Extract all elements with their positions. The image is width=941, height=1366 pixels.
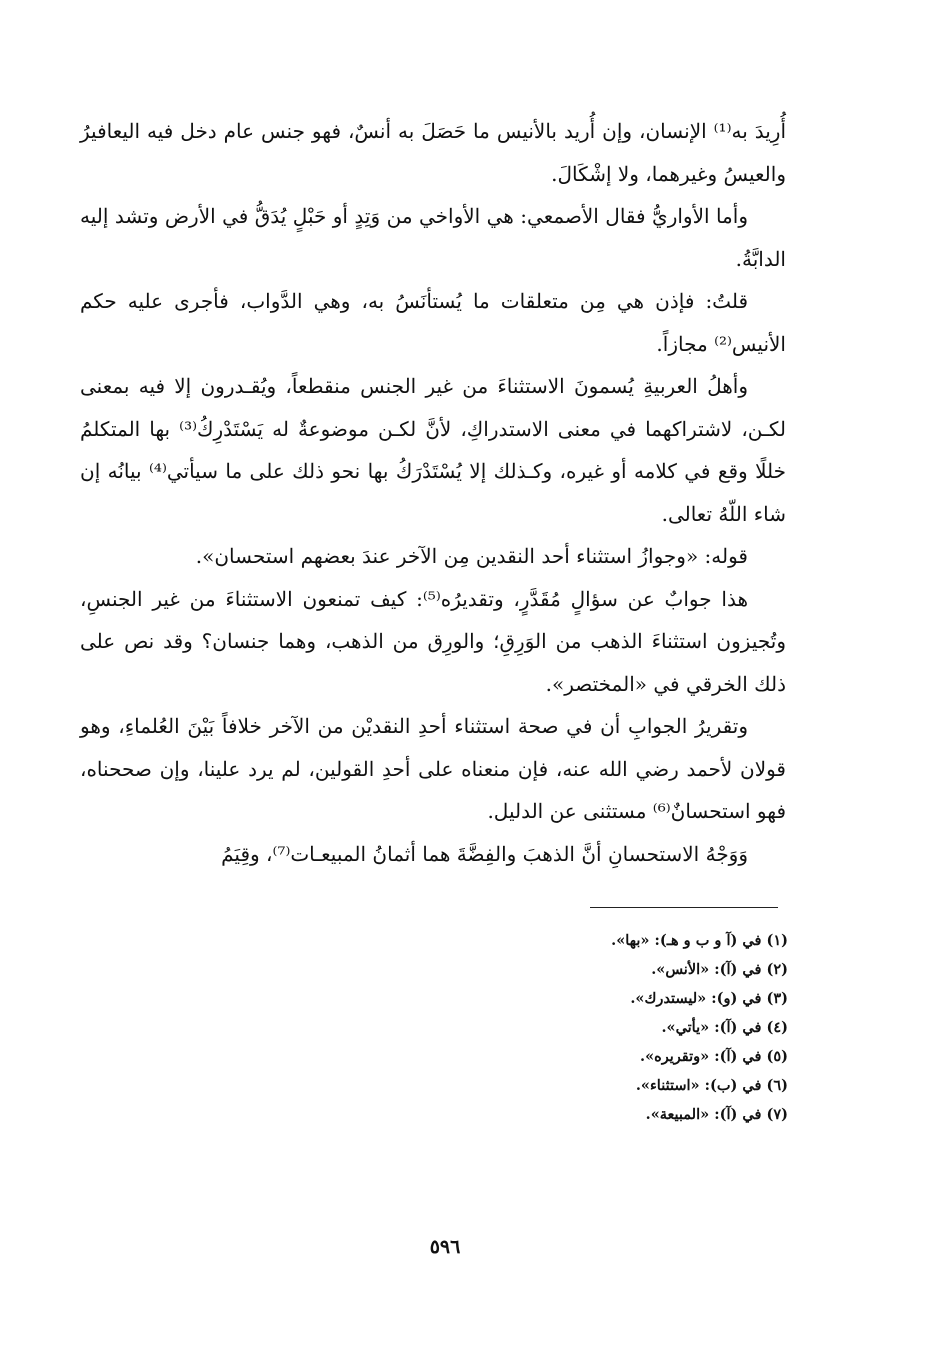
paragraph: وتقريرُ الجوابِ أن في صحة استثناء أحدِ النقديْن من الآخر خلافاً بَيْنَ العُلماءِ، وهو قولان لأحمد رضي الله عنه، فإن منعناه على أحدِ القولين، لم يرد علينا، وإن صححناه، فهو استحسانٌ⁽⁶⁾ مستثنى عن الدليل. — [80, 714, 786, 823]
paragraph: هذا جوابٌ عن سؤالٍ مُقَدَّرٍ، وتقديرُه⁽⁵⁾: كيف تمنعون الاستثناءَ من غير الجنسِ، وتُجيزون استثناءَ الذهب من الوَرِقِ؛ والورِق من الذهب، وهما جنسان؟ وقد نص على ذلك الخرقي في «المختصر». — [80, 586, 786, 696]
paragraph: وأهلُ العربيةِ يُسمونَ الاستثناءَ من غير الجنس منقطعاً، ويُقـدرون إلا فيه بمعنى لكـن، لاشتراكهما في معنى الاستدراكِ، لأنَّ لكـن موضوعةٌ له يَسْتَدْرِكُ⁽³⁾ بها المتكلمُ خللًا وقع في كلامه أو غيره، وكـذلك إلا يُسْتَدْرَكُ بها نحو ذلك على ما سيأتي⁽⁴⁾ بيانُه إن شاء اللّهُ تعالى. — [80, 374, 786, 526]
footnote: (٧) في (آ): «المبيعة». — [645, 1106, 788, 1123]
paragraph: وَوَجْهُ الاستحسانِ أنَّ الذهبَ والفِضَّةَ هما أثمانُ المبيعـات⁽⁷⁾، وقِيَمُ — [221, 841, 748, 866]
paragraph: وأما الأواريُّ فقال الأصمعي: هي الأواخي من وَتِدٍ أو حَبْلٍ يُدَقُّ في الأرض وتشد إليه الدابَّةُ. — [80, 204, 786, 271]
footnote: (٣) في (و): «ليستدرك». — [630, 990, 788, 1007]
paragraph: أُرِيدَ به⁽¹⁾ الإنسان، وإن أُريد بالأنيس ما حَصَلَ به أنسٌ، فهو جنس عام دخل فيه اليعافيرُ والعيسُ وغيرهما، ولا إشْكَالَ. — [80, 119, 787, 186]
paragraph: قوله: «وجوازُ استثناء أحد النقدين مِن الآخر عندَ بعضهم استحسان». — [195, 544, 748, 568]
paragraph: قلتُ: فإذن هي مِن متعلقات ما يُستأنَسُ به، وهي الدَّواب، فأجرى عليه حكم الأنيس⁽²⁾ مجازاً. — [80, 289, 786, 356]
footnote-divider — [590, 907, 778, 908]
footnotes — [480, 926, 788, 1129]
footnote: (٤) في (آ): «يأتي». — [661, 1019, 788, 1036]
footnote: (٥) في (آ): «وتقريره». — [640, 1048, 788, 1065]
footnote: (٢) في (آ): «الأنس». — [651, 961, 788, 978]
main-text — [80, 110, 786, 875]
page-number: ٥٩٦ — [429, 1236, 461, 1258]
footnote: (٦) في (ب): «استثناء». — [635, 1077, 788, 1094]
footnote: (١) في (آ و ب و هـ): «بها». — [611, 932, 788, 949]
